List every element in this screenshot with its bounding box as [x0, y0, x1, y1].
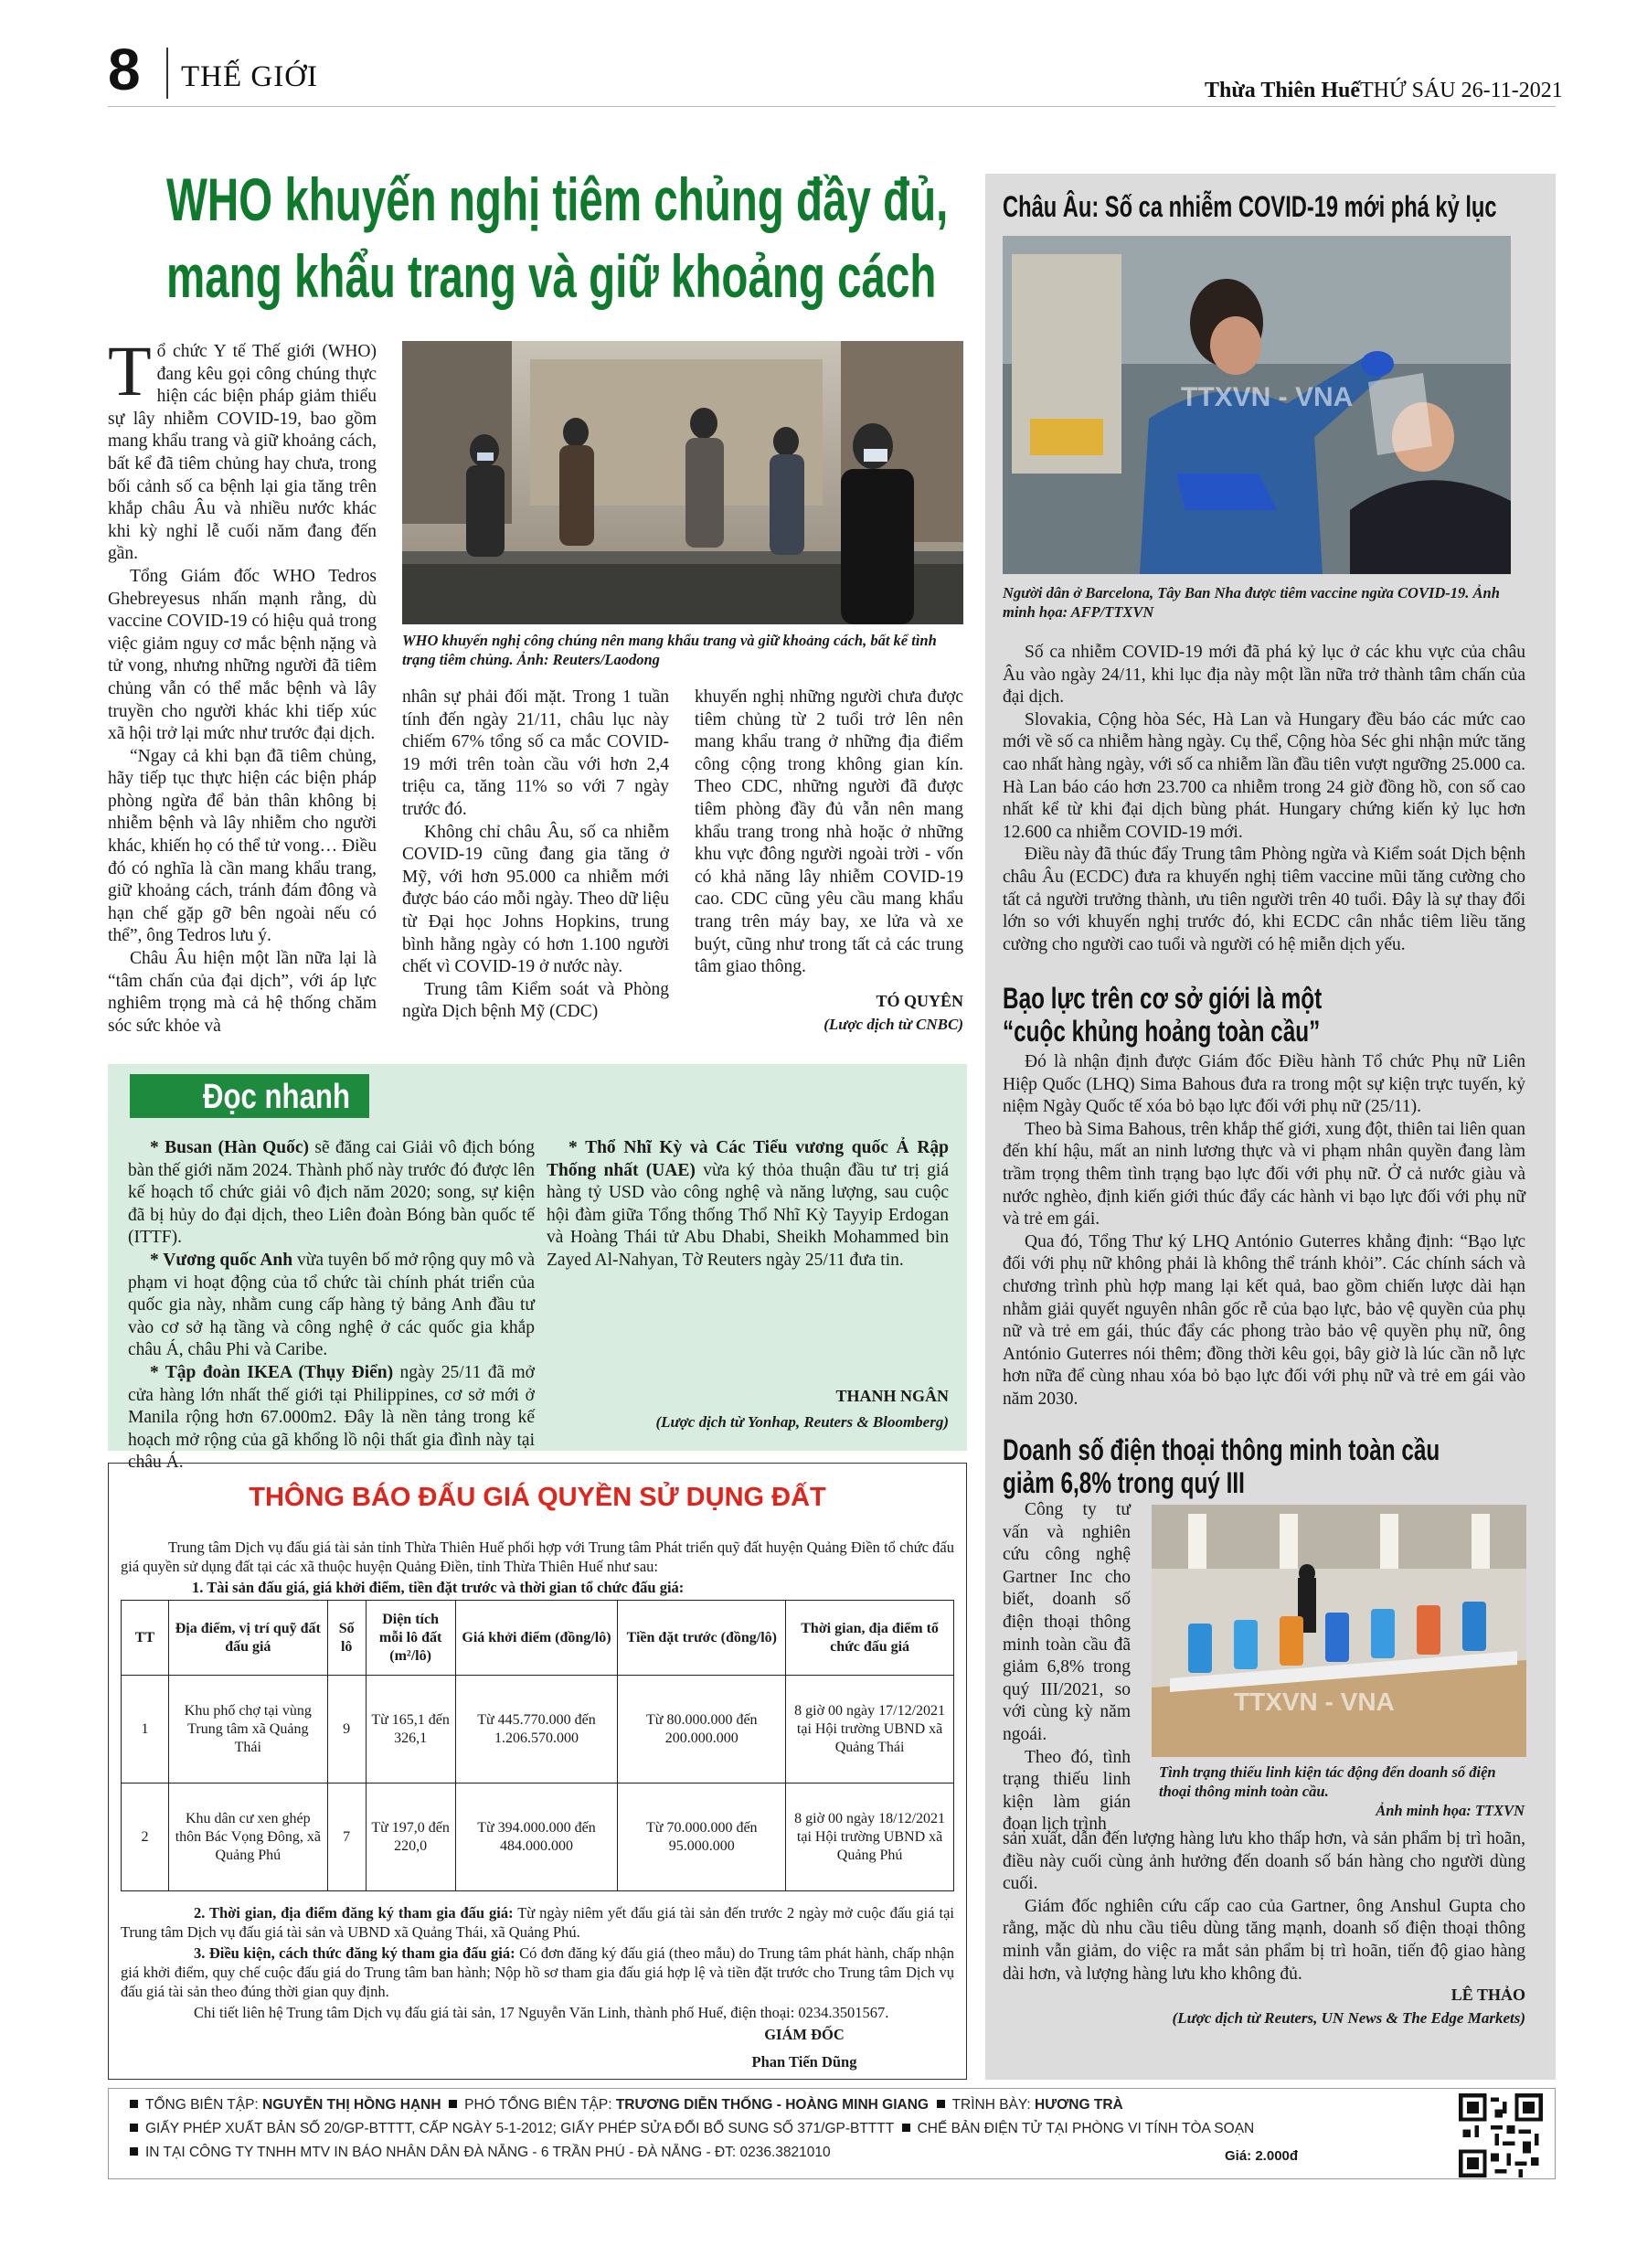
table-cell: Khu dân cư xen ghép thôn Bác Vọng Đông, xã Quảng Phú — [168, 1784, 327, 1891]
auction-intro: Trung tâm Dịch vụ đấu giá tài sản tỉnh Thừa Thiên Huế phối hợp với Trung tâm Phát triển quỹ đất huyện Quảng Điền tổ chức đấu giá quyền sử dụng đất tại các xã thuộc huyện Quảng Điền, tỉnh Thừa Thiên Huế như sau: — [121, 1539, 954, 1575]
table-cell: Khu phố chợ tại vùng Trung tâm xã Quảng Thái — [168, 1676, 327, 1784]
paragraph: Đó là nhận định được Giám đốc Điều hành Tổ chức Phụ nữ Liên Hiệp Quốc (LHQ) Sima Bahous đưa ra trong một sự kiện trực tuyến, kỷ niệm Ngày Quốc tế xóa bỏ bạo lực đối với phụ nữ (25/11). — [1003, 1052, 1525, 1117]
table-cell: Từ 70.000.000 đến 95.000.000 — [618, 1784, 786, 1891]
paragraph: sản xuất, dẫn đến lượng hàng lưu kho thấp hơn, và sản phẩm bị trì hoãn, điều này cuối cùng ảnh hưởng đến doanh số bán hàng cho người dùng cuối. — [1003, 1829, 1525, 1894]
main-col2 — [402, 687, 669, 1024]
main-author: TÓ QUYÊN — [876, 992, 963, 1010]
paragraph: ổ chức Y tế Thế giới (WHO) đang kêu gọi công chúng thực hiện các biện pháp giảm thiểu sự lây nhiễm COVID-19, bao gồm mang khẩu trang và giữ khoảng cách, bất kể đã tiêm chủng hay chưa, trong bối cảnh số ca bệnh lại gia tăng trên khắp châu Âu và nhiều nước khác khi kỳ nghỉ lễ cuối năm đang đến gần. — [108, 342, 377, 564]
quick-read-title: Đọc nhanh — [203, 1078, 350, 1116]
table-row — [122, 1784, 954, 1891]
table-cell: Từ 445.770.000 đến 1.206.570.000 — [455, 1676, 618, 1784]
table-header: TT — [122, 1601, 169, 1676]
page-number: 8 — [108, 37, 141, 102]
quick-read-author: THANH NGÂN — [835, 1387, 949, 1405]
photo-watermark: TTXVN - VNA — [1234, 1688, 1395, 1716]
quick-read-col2 — [547, 1137, 949, 1272]
paragraph: Công ty tư vấn và nghiên cứu công nghệ Gartner Inc cho biết, doanh số điện thoại thông minh toàn cầu đã giảm 6,8% trong quý III/2021, so với cùng kỳ năm ngoái. — [1003, 1500, 1131, 1744]
table-header: Địa điểm, vị trí quỹ đất đấu giá — [168, 1601, 327, 1676]
headline-line: Bạo lực trên cơ sở giới là một — [1003, 982, 1323, 1015]
auction-table — [121, 1600, 954, 1891]
paragraph: Theo bà Sima Bahous, trên khắp thế giới, xung đột, thiên tai liên quan đến khí hậu, mất an ninh lương thực và vi phạm nhân quyền đang làm trầm trọng thêm tình trạng bạo lực đối với phụ nữ. Ở cả nước giàu và nước nghèo, định kiến giới thúc đẩy các hành vi bạo lực đối với phụ nữ và trẻ em gái. — [1003, 1119, 1525, 1230]
paragraph: Số ca nhiễm COVID-19 mới đã phá kỷ lục ở các khu vực của châu Âu vào ngày 24/11, khi lục địa này một lần nữa trở thành tâm chấn của đại dịch. — [1003, 643, 1525, 708]
auction-section3: 3. Điều kiện, cách thức đăng ký tham gia đấu giá: Có đơn đăng ký đấu giá (theo mẫu) do Trung tâm phát hành, chấp nhận giá khởi điểm, quy chế cuộc đấu giá do Trung tâm ban hành; Nộp hồ sơ tham gia đấu giá hợp lệ và tiền đặt trước cho Trung tâm Dịch vụ đấu giá tài sản theo đúng thời gian quy định. — [121, 1944, 954, 2000]
paper-name: Thừa Thiên Huế — [1205, 79, 1361, 102]
table-cell: Từ 80.000.000 đến 200.000.000 — [618, 1676, 786, 1784]
phone-store-caption: Tình trạng thiếu linh kiện tác động đến doanh số điện thoại thông minh toàn cầu. — [1159, 1763, 1496, 1800]
auction-section1: 1. Tài sản đấu giá, giá khởi điểm, tiền đặt trước và thời gian tổ chức đấu giá: — [192, 1579, 685, 1596]
paragraph: Theo đó, tình trạng thiếu linh kiện làm gián đoạn lịch trình — [1003, 1747, 1131, 1835]
table-cell: Từ 394.000.000 đến 484.000.000 — [455, 1784, 618, 1891]
table-row — [122, 1676, 954, 1784]
main-col3 — [695, 687, 963, 979]
table-header: Giá khởi điểm (đồng/lô) — [455, 1601, 618, 1676]
smartphone-body — [1003, 1828, 1525, 1986]
auction-signer-name: Phan Tiến Dũng — [751, 2053, 857, 2071]
footer-editors: TỔNG BIÊN TẬP: NGUYỄN THỊ HỒNG HẠNH PHÓ TỔNG BIÊN TẬP: TRƯƠNG DIỄN THỐNG - HOÀNG MINH GIANG TRÌNH BÀY: HƯƠNG TRÀ — [130, 2097, 1123, 2114]
auction-contact: Chi tiết liên hệ Trung tâm Dịch vụ đấu giá tài sản, 17 Nguyễn Văn Linh, thành phố Huế, điện thoại: 0234.3501567. — [194, 2004, 889, 2021]
table-cell: Từ 165,1 đến 326,1 — [366, 1676, 455, 1784]
section-name: THẾ GIỚI — [181, 60, 319, 93]
main-headline-line1: WHO khuyến nghị tiêm chủng đầy đủ, — [166, 165, 949, 233]
paragraph: Điều này đã thúc đẩy Trung tâm Phòng ngừa và Kiểm soát Dịch bệnh châu Âu (ECDC) đưa ra khuyến nghị tiêm vaccine mũi tăng cường cho tất cả người trưởng thành, ưu tiên người trên 40 tuổi. Đây là sự thay đổi lớn so với khuyến nghị trước đó, khi ECDC cân nhắc tiêm liều tăng cường cho người cao tuổi và người có hệ miễn dịch yếu. — [1003, 845, 1525, 954]
quick-read-item: * Tập đoàn IKEA (Thụy Điển) ngày 25/11 đã mở cửa hàng lớn nhất thế giới tại Philippines, cơ sở mới ở Manila rộng hơn 67.000m2. Đây là nền tảng trong kế hoạch mở rộng của gã khổng lồ nội thất gia đình này tại châu Á. — [128, 1362, 535, 1473]
vaccination-photo — [1003, 236, 1511, 574]
paragraph: Châu Âu hiện một lần nữa lại là “tâm chấn của đại dịch”, với áp lực nghiêm trọng mà cả hệ thống chăm sóc sức khỏe và — [108, 949, 377, 1036]
main-headline-line2: mang khẩu trang và giữ khoảng cách — [166, 242, 937, 310]
headline-line: giảm 6,8% trong quý III — [1003, 1466, 1245, 1499]
vaccination-caption: Người dân ở Barcelona, Tây Ban Nha được tiêm vaccine ngừa COVID-19. Ảnh minh họa: AFP/TTXVN — [1003, 584, 1500, 621]
headline-line: Doanh số điện thoại thông minh toàn cầu — [1003, 1433, 1440, 1466]
drop-cap: T — [108, 331, 152, 410]
header-divider — [166, 48, 168, 99]
quick-read-item: * Vương quốc Anh vừa tuyên bố mở rộng quy mô và phạm vi hoạt động của tổ chức tài chính phát triển của quốc gia này, nhằm cung cấp hàng tỷ bảng Anh đầu tư vào cơ sở hạ tầng và công nghệ ở các quốc gia khắp châu Á, châu Phi và Caribe. — [128, 1250, 535, 1360]
paragraph: Tổng Giám đốc WHO Tedros Ghebreyesus nhấn mạnh rằng, dù vaccine COVID-19 có hiệu quả trong việc giảm nguy cơ mắc bệnh nặng và tử vong, nhưng những người đã tiêm chủng vẫn có thể mắc bệnh và lây truyền cho người khác khi tiếp xúc xã hội trở lại mức như trước đại dịch. — [108, 566, 377, 744]
main-headline — [166, 161, 948, 314]
auction-signer-title: GIÁM ĐỐC — [764, 2026, 845, 2043]
phone-store-photo — [1152, 1505, 1526, 1757]
photo-watermark: TTXVN - VNA — [1181, 382, 1354, 412]
paragraph: Không chỉ châu Âu, số ca nhiễm COVID-19 cũng đang gia tăng ở Mỹ, với hơn 95.000 ca nhiễm mới được báo cáo mỗi ngày. Theo dữ liệu từ Đại học Johns Hopkins, trung bình hằng ngày có hơn 1.100 người chết vì COVID-19 ở nước này. — [402, 822, 669, 977]
main-col1 — [108, 331, 377, 1038]
issue-date: THỨ SÁU 26-11-2021 — [1360, 79, 1563, 102]
europe-headline: Châu Âu: Số ca nhiễm COVID-19 mới phá kỷ lục — [1003, 190, 1497, 223]
quick-read-item: * Thổ Nhĩ Kỳ và Các Tiểu vương quốc Ả Rập Thống nhất (UAE) vừa ký thỏa thuận đầu tư trị giá hàng tỷ USD vào công nghệ và năng lượng, sau cuộc hội đàm giữa Tổng thống Thổ Nhĩ Kỳ Tayyip Erdogan và Hoàng Thái tử Abu Dhabi, Sheikh Mohammed bin Zayed Al-Nahyan, Tờ Reuters ngày 25/11 đưa tin. — [547, 1138, 949, 1270]
violence-headline — [1003, 982, 1322, 1048]
footer-license: GIẤY PHÉP XUẤT BẢN SỐ 20/GP-BTTTT, CẤP NGÀY 5-1-2012; GIẤY PHÉP SỬA ĐỔI BỔ SUNG SỐ 371/GP-BTTTT CHẾ BẢN ĐIỆN TỬ TẠI PHÒNG VI TÍNH TÒA SOẠN — [130, 2121, 1254, 2137]
paragraph: Trung tâm Kiểm soát và Phòng ngừa Dịch bệnh Mỹ (CDC) — [402, 979, 669, 1022]
violence-body — [1003, 1051, 1525, 1411]
main-photo-caption: WHO khuyến nghị công chúng nên mang khẩu trang và giữ khoảng cách, bất kể tình trạng tiêm chủng. Ảnh: Reuters/Laodong — [402, 632, 937, 668]
paragraph: nhân sự phải đối mặt. Trong 1 tuần tính đến ngày 21/11, châu lục này chiếm 67% tổng số ca mắc COVID-19 mới trên toàn cầu với hơn 2,4 triệu ca, tăng 11% so với 7 ngày trước đó. — [402, 687, 669, 819]
table-cell: 9 — [327, 1676, 366, 1784]
table-header: Số lô — [327, 1601, 366, 1676]
table-cell: 8 giờ 00 ngày 18/12/2021 tại Hội trường UBND xã Quảng Phú — [786, 1784, 954, 1891]
table-cell: Từ 197,0 đến 220,0 — [366, 1784, 455, 1891]
qr-code[interactable] — [1459, 2093, 1543, 2177]
smartphone-author: LÊ THẢO — [1450, 1986, 1525, 2004]
table-cell: 2 — [122, 1784, 169, 1891]
europe-body — [1003, 642, 1525, 956]
phone-store-credit: Ảnh minh họa: TTXVN — [1376, 1802, 1525, 1819]
header-rule — [108, 106, 1556, 107]
table-cell: 8 giờ 00 ngày 17/12/2021 tại Hội trường UBND xã Quảng Thái — [786, 1676, 954, 1784]
paragraph: “Ngay cả khi bạn đã tiêm chủng, hãy tiếp tục thực hiện các biện pháp phòng ngừa để bản thân không bị nhiễm bệnh và lây nhiễm cho người khác, khiến họ có thể tử vong… Điều đó có nghĩa là cần mang khẩu trang, giữ khoảng cách, tránh đám đông và hạn chế gặp gỡ bên ngoài nếu có thể”, ông Tedros lưu ý. — [108, 746, 377, 946]
footer-printer: IN TẠI CÔNG TY TNHH MTV IN BÁO NHÂN DÂN ĐÀ NẴNG - 6 TRẦN PHÚ - ĐÀ NẴNG - ĐT: 0236.3821010 — [130, 2145, 831, 2161]
auction-section2: 2. Thời gian, địa điểm đăng ký tham gia đấu giá: Từ ngày niêm yết đấu giá tài sản đến trước 2 ngày mở cuộc đấu giá tại Trung tâm Dịch vụ đấu giá tài sản và UBND xã Quảng Thái, xã Quảng Phú. — [121, 1904, 954, 1941]
table-cell: 7 — [327, 1784, 366, 1891]
table-header: Tiền đặt trước (đồng/lô) — [618, 1601, 786, 1676]
table-header: Thời gian, địa điểm tổ chức đấu giá — [786, 1601, 954, 1676]
main-source: (Lược dịch từ CNBC) — [824, 1016, 963, 1033]
quick-read-col1 — [128, 1137, 535, 1475]
auction-title: THÔNG BÁO ĐẤU GIÁ QUYỀN SỬ DỤNG ĐẤT — [249, 1483, 826, 1512]
table-header: Diện tích mỗi lô đất (m²/lô) — [366, 1601, 455, 1676]
paragraph: Qua đó, Tổng Thư ký LHQ António Guterres khẳng định: “Bạo lực đối với phụ nữ không phải là không thể tránh khỏi”. Các chính sách và chương trình phù hợp mang lại kết quả, bao gồm chiến lược dài hạn nhằm giải quyết nguyên nhân gốc rễ của bạo lực, bảo vệ quyền của phụ nữ và trẻ em gái, thúc đẩy các phong trào bảo vệ quyền phụ nữ, ông António Guterres nói thêm; đồng thời kêu gọi, bây giờ là lúc cần nỗ lực hơn nữa để cùng nhau xóa bỏ bạo lực đối với phụ nữ và trẻ em gái vào năm 2030. — [1003, 1231, 1525, 1409]
smartphone-source: (Lược dịch từ Reuters, UN News & The Edge Markets) — [1172, 2009, 1525, 2027]
table-cell: 1 — [122, 1676, 169, 1784]
quick-read-source: (Lược dịch từ Yonhap, Reuters & Bloomberg) — [655, 1413, 949, 1431]
paragraph: Giám đốc nghiên cứu cấp cao của Gartner, ông Anshul Gupta cho rằng, mặc dù nhu cầu tiêu dùng tăng mạnh, doanh số điện thoại thông minh vẫn giảm, do việc ra mắt sản phẩm bị trì hoãn, tiến độ giao hàng dài hơn, và lượng hàng lưu kho không đủ. — [1003, 1896, 1525, 1984]
smartphone-headline — [1003, 1433, 1440, 1499]
headline-line: “cuộc khủng hoảng toàn cầu” — [1003, 1015, 1321, 1048]
pedestrians-photo — [402, 341, 963, 624]
smartphone-narrow-col — [1003, 1499, 1131, 1837]
paragraph: khuyến nghị những người chưa được tiêm chủng từ 2 tuổi trở lên nên mang khẩu trang ở những địa điểm công cộng trong không gian kín. Theo CDC, những người đã được tiêm phòng đầy đủ vẫn nên mang khẩu trang trong nhà hoặc ở những khu vực đông người ngoài trời - vốn có khả năng lây nhiễm COVID-19 cao. CDC cũng yêu cầu mang khẩu trang trên máy bay, xe lửa và xe buýt, cũng như trong tất cả các trung tâm giao thông. — [695, 687, 963, 977]
footer-price: Giá: 2.000đ — [1225, 2148, 1299, 2164]
quick-read-item: * Busan (Hàn Quốc) sẽ đăng cai Giải vô địch bóng bàn thế giới năm 2024. Thành phố này trước đó được lên kế hoạch tổ chức giải vô địch năm 2020; song, sự kiện đã bị hủy do đại dịch, theo Liên đoàn Bóng bàn quốc tế (ITTF). — [128, 1138, 535, 1248]
paragraph: Slovakia, Cộng hòa Séc, Hà Lan và Hungary đều báo các mức cao mới về số ca nhiễm hàng ngày. Cụ thể, Cộng hòa Séc ghi nhận mức tăng cao nhất hàng ngày, với số ca nhiễm lần đầu tiên vượt ngưỡng 25.000 ca. Hà Lan báo cáo hơn 23.700 ca nhiễm trong 24 giờ đồng hồ, con số cao nhất kể từ khi đại dịch bùng phát. Hungary chứng kiến kỷ lục hơn 12.600 ca nhiễm COVID-19 mới. — [1003, 709, 1525, 842]
